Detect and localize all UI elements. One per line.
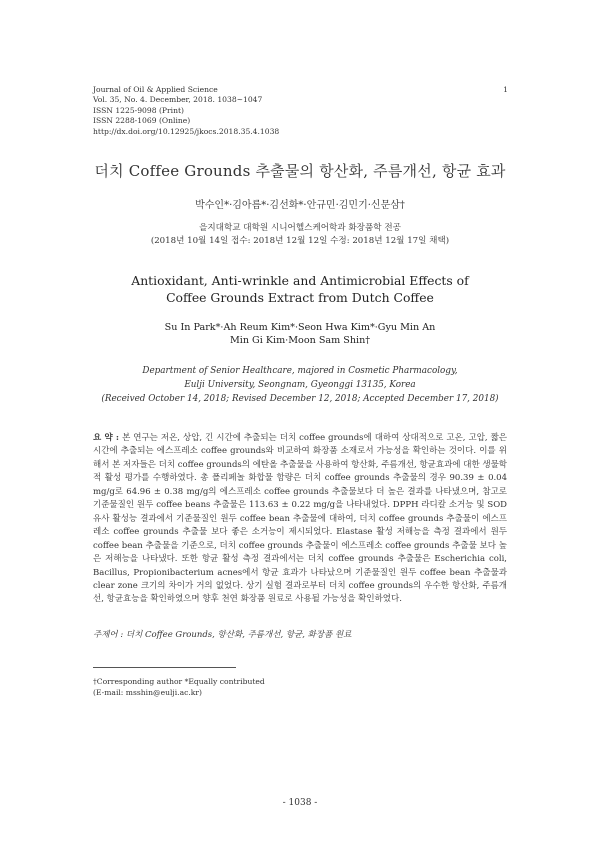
korean-affiliation-block xyxy=(0,222,600,248)
english-authors-line2: Min Gi Kim·Moon Sam Shin† xyxy=(229,335,371,346)
keywords: 주제어 : 더치 Coffee Grounds, 항산화, 주름개선, 항균, 화장품 원료 xyxy=(93,630,352,640)
footnote-divider xyxy=(93,667,236,668)
abstract-text: 본 연구는 저온, 상압, 긴 시간에 추출되는 더치 coffee grounds에 대하여 상대적으로 고온, 고압, 짧은 시간에 추출되는 에스프레소 coffee grounds와 비교하여 화장품 소재로서 가능성을 확인하는 것이다. 이를 위해서 본 저자들은 더치 coffee grounds의 에탄올 추출물을 사용하여 항산화, 주름개선, 항균효과에 대한 생물학적 활성 평가를 수행하였다. 총 폴리페놀 화합물 함량은 더치 coffee grounds 추출물의 경우 90.39 ± 0.04 mg/g로 64.96 ± 0.38 mg/g의 에스프레소 coffee grounds 추출물보다 더 높은 결과를 나타냈으며, 참고로 기준물질인 원두 coffee beans 추출물은 113.63 ± 0.22 mg/g을 나타내었다. DPPH 라디칼 소거능 및 SOD 유사 활성능 결과에서 기준물질인 원두 coffee bean 추출물에 대하여, 더치 coffee grounds 추출물이 에스프레소 coffee grounds 추출물 보다 좋은 소거능이 제시되었다. Elastase 활성 저해능을 측정 결과에서 원두 coffee bean 추출물을 기준으로, 더치 coffee grounds 추출물이 에스프레소 coffee grounds 추출물 보다 높은 저해능을 나타냈다. 또한 항균 활성 측정 결과에서는 더치 coffee grounds 추출물은 Escherichia coli, Bacillus, Propionibacterium acnes에서 항균 효과가 나타났으며 기준물질인 원두 coffee bean 추출물과 clear zone 크기의 차이가 거의 없었다. 상기 실험 결과로부터 더치 coffee grounds의 우수한 항산화, 주름개선, 항균효능을 확인하였으며 향후 천연 화장품 원료로 사용될 가능성을 확인하였다. xyxy=(93,433,508,605)
journal-volume: Vol. 35, No. 4. December, 2018. 1038~1047 xyxy=(93,95,263,105)
doi-link[interactable]: http://dx.doi.org/10.12925/jkocs.2018.35.4.1038 xyxy=(93,126,280,136)
footnote-email: (E-mail: msshin@eulji.ac.kr) xyxy=(93,688,202,697)
korean-title: 더치 Coffee Grounds 추출물의 항산화, 주름개선, 항균 효과 xyxy=(94,162,506,180)
english-authors-line1: Su In Park*·Ah Reum Kim*·Seon Hwa Kim*·Gyu Min An xyxy=(164,322,436,333)
journal-name: Journal of Oil & Applied Science xyxy=(93,85,218,94)
abstract-label: 요 약 : xyxy=(93,433,120,443)
english-title xyxy=(0,272,600,306)
journal-header xyxy=(93,85,279,137)
english-title-line2: Coffee Grounds Extract from Dutch Coffee xyxy=(166,290,434,305)
korean-affiliation: 을지대학교 대학원 시니어헬스케어학과 화장품학 전공 xyxy=(199,223,401,233)
footnote xyxy=(93,676,265,698)
page-number: 1 xyxy=(503,85,508,94)
english-authors xyxy=(0,321,600,347)
english-affiliation xyxy=(0,364,600,406)
korean-dates: (2018년 10월 14일 접수: 2018년 12월 12일 수정: 2018년 12월 17일 채택) xyxy=(150,236,450,246)
issn-online: ISSN 2288-1069 (Online) xyxy=(93,116,191,126)
korean-authors: 박수인*·김아름*·김선화*·안규민·김민기·신문삼† xyxy=(195,200,405,211)
footnote-author-note: †Corresponding author *Equally contributed xyxy=(93,677,265,686)
english-dates: (Received October 14, 2018; Revised December 12, 2018; Accepted December 17, 2018) xyxy=(101,394,499,404)
english-affiliation-line1: Department of Senior Healthcare, majored in Cosmetic Pharmacology, xyxy=(142,366,458,376)
page-folio: - 1038 - xyxy=(282,798,318,808)
english-affiliation-line2: Eulji University, Seongnam, Gyeonggi 13135, Korea xyxy=(184,380,416,390)
abstract xyxy=(93,432,507,607)
issn-print: ISSN 1225-9098 (Print) xyxy=(93,105,184,115)
english-title-line1: Antioxidant, Anti-wrinkle and Antimicrobial Effects of xyxy=(131,273,469,288)
